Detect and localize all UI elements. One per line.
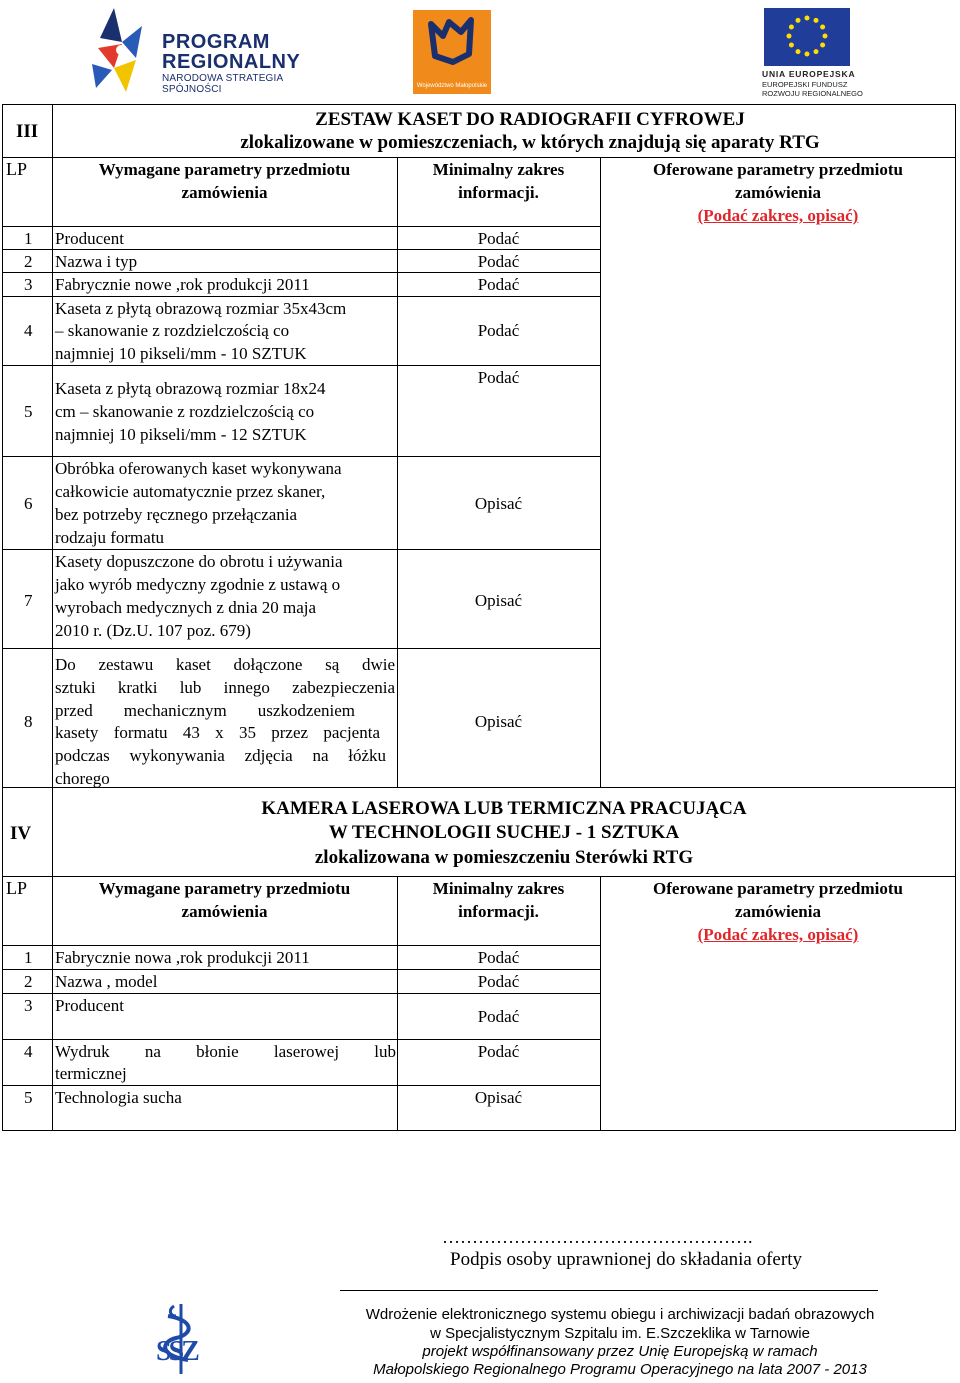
row-requirement: Producent (55, 996, 124, 1015)
row-minimum: Opisać (474, 712, 523, 731)
footer-line3: projekt współfinansowany przez Unię Europejską w ramach (422, 1343, 818, 1360)
table-divider (600, 157, 601, 787)
row-number: 5 (24, 1088, 33, 1107)
section-number-iii: III (16, 121, 39, 142)
row-requirement-line: Obróbka oferowanych kaset wykonywana (55, 459, 342, 478)
program-regionalny-logo (92, 8, 342, 95)
row-number: 3 (24, 275, 33, 294)
row-requirement: Nazwa i typ (55, 252, 138, 271)
row-requirement: Fabrycznie nowe ,rok produkcji 2011 (55, 275, 310, 294)
column-header-required: Wymagane parametry przedmiotu (98, 160, 351, 179)
row-requirement-line: jako wyrób medyczny zgodnie z ustawą o (55, 575, 341, 594)
row-number: 6 (24, 494, 33, 513)
row-requirement-line: podczas wykonywania zdjęcia na łóżku (55, 746, 386, 765)
row-requirement-line: termicznej (55, 1064, 127, 1083)
row-requirement-line: Do zestawu kaset dołączone są dwie (55, 655, 395, 674)
program-line3: NARODOWA STRATEGIA SPÓJNOŚCI (162, 73, 283, 95)
program-line2: REGIONALNY (162, 51, 301, 73)
row-requirement-line: – skanowanie z rozdzielczością co (55, 321, 290, 340)
row-requirement-line: bez potrzeby ręcznego przełączania (55, 505, 298, 524)
row-requirement-line: całkowicie automatycznie przez skaner, (55, 482, 326, 501)
column-header-required: Wymagane parametry przedmiotu (98, 879, 351, 898)
column-header-offered-note: (Podać zakres, opisać) (697, 206, 859, 225)
footer-line2: w Specjalistycznym Szpitalu im. E.Szczeklika w Tarnowie (430, 1325, 810, 1342)
malopolska-logo (413, 10, 491, 94)
eu-flag-icon (764, 8, 850, 66)
row-minimum: Opisać (474, 591, 523, 610)
section-number-iv: IV (10, 823, 32, 844)
column-header-offered-note: (Podać zakres, opisać) (697, 925, 859, 944)
row-number: 1 (24, 229, 33, 248)
column-header-lp: LP (6, 159, 28, 179)
row-requirement-line: rodzaju formatu (55, 528, 165, 547)
row-requirement-line: kasety formatu 43 x 35 przez pacjenta (55, 723, 380, 742)
column-header-minimum: Minimalny zakres (432, 160, 565, 179)
column-header-minimum-2: informacji. (458, 183, 539, 202)
row-requirement-line: wyrobach medycznych z dnia 20 maja (55, 598, 317, 617)
row-requirement-line: Kaseta z płytą obrazową rozmiar 35x43cm (55, 299, 347, 318)
eu-logo (760, 8, 884, 102)
signature-dots: ……………………………………………. (442, 1227, 753, 1247)
signature-label: Podpis osoby uprawnionej do składania oferty (450, 1249, 802, 1270)
row-minimum: Podać (477, 275, 520, 294)
row-requirement-line: Kaseta z płytą obrazową rozmiar 18x24 (55, 379, 326, 398)
footer-line1: Wdrożenie elektronicznego systemu obiegu i archiwizacji badań obrazowych (365, 1306, 875, 1323)
row-requirement: Technologia sucha (55, 1088, 182, 1107)
row-requirement-line: 2010 r. (Dz.U. 107 poz. 679) (55, 621, 251, 640)
section-title-2: W TECHNOLOGII SUCHEJ - 1 SZTUKA (328, 822, 680, 843)
row-number: 1 (24, 948, 33, 967)
row-number: 4 (24, 1042, 33, 1061)
row-minimum: Podać (477, 1007, 520, 1026)
eu-line3: ROZWOJU REGIONALNEGO (762, 89, 863, 98)
table-divider (52, 104, 53, 1130)
row-minimum: Podać (477, 948, 520, 967)
row-minimum: Opisać (474, 494, 523, 513)
program-regionalny-emblem-icon (92, 8, 162, 92)
footer-divider (340, 1290, 878, 1291)
eu-line1: UNIA EUROPEJSKA (762, 69, 856, 79)
row-requirement-line: najmniej 10 pikseli/mm - 12 SZTUK (55, 425, 307, 444)
row-number: 8 (24, 712, 33, 731)
column-header-minimum: Minimalny zakres (432, 879, 565, 898)
row-requirement: Producent (55, 229, 124, 248)
column-header-required-2: zamówienia (181, 902, 268, 921)
row-requirement: Nazwa , model (55, 972, 158, 991)
row-number: 4 (24, 321, 33, 340)
hospital-logo (146, 1300, 216, 1378)
section-subtitle: zlokalizowane w pomieszczeniach, w których znajdują się aparaty RTG (240, 132, 820, 153)
hospital-logo-letters: SSZ (156, 1336, 197, 1367)
row-requirement-line: cm – skanowanie z rozdzielczością co (55, 402, 315, 421)
column-header-offered: Oferowane parametry przedmiotu (653, 160, 903, 179)
program-line1: PROGRAM (162, 31, 270, 53)
eu-line2: EUROPEJSKI FUNDUSZ (762, 80, 848, 89)
column-header-minimum-2: informacji. (458, 902, 539, 921)
column-header-offered-2: zamówienia (735, 902, 821, 921)
table-divider (2, 648, 600, 649)
row-requirement-line: przed mechanicznym uszkodzeniem (55, 701, 355, 720)
row-requirement-line: Wydruk na błonie laserowej lub (55, 1042, 396, 1061)
section-subtitle: zlokalizowana w pomieszczeniu Sterówki RTG (314, 847, 694, 868)
column-header-required-2: zamówienia (181, 183, 268, 202)
footer-line4: Małopolskiego Regionalnego Programu Operacyjnego na lata 2007 - 2013 (373, 1361, 867, 1378)
row-minimum: Podać (477, 321, 520, 340)
row-requirement: Fabrycznie nowa ,rok produkcji 2011 (55, 948, 310, 967)
malopolska-emblem-icon (413, 10, 491, 74)
malopolska-label: Województwo Małopolskie (416, 83, 488, 89)
row-number: 3 (24, 996, 33, 1015)
row-minimum: Podać (477, 368, 520, 387)
section-title: ZESTAW KASET DO RADIOGRAFII CYFROWEJ (315, 109, 745, 130)
row-minimum: Podać (477, 252, 520, 271)
row-number: 5 (24, 402, 33, 421)
column-header-offered-2: zamówienia (735, 183, 821, 202)
section-title: KAMERA LASEROWA LUB TERMICZNA PRACUJĄCA (261, 798, 747, 819)
row-requirement-line: chorego (55, 769, 110, 788)
row-minimum: Podać (477, 1042, 520, 1061)
row-number: 7 (24, 591, 33, 610)
row-minimum: Opisać (474, 1088, 523, 1107)
row-requirement-line: Kasety dopuszczone do obrotu i używania (55, 552, 343, 571)
row-requirement-line: najmniej 10 pikseli/mm - 10 SZTUK (55, 344, 307, 363)
row-number: 2 (24, 252, 33, 271)
table-divider (2, 787, 956, 788)
row-requirement-line: sztuki kratki lub innego zabezpieczenia (55, 678, 395, 697)
row-minimum: Podać (477, 972, 520, 991)
row-number: 2 (24, 972, 33, 991)
row-minimum: Podać (477, 229, 520, 248)
column-header-lp: LP (6, 878, 28, 898)
column-header-offered: Oferowane parametry przedmiotu (653, 879, 903, 898)
